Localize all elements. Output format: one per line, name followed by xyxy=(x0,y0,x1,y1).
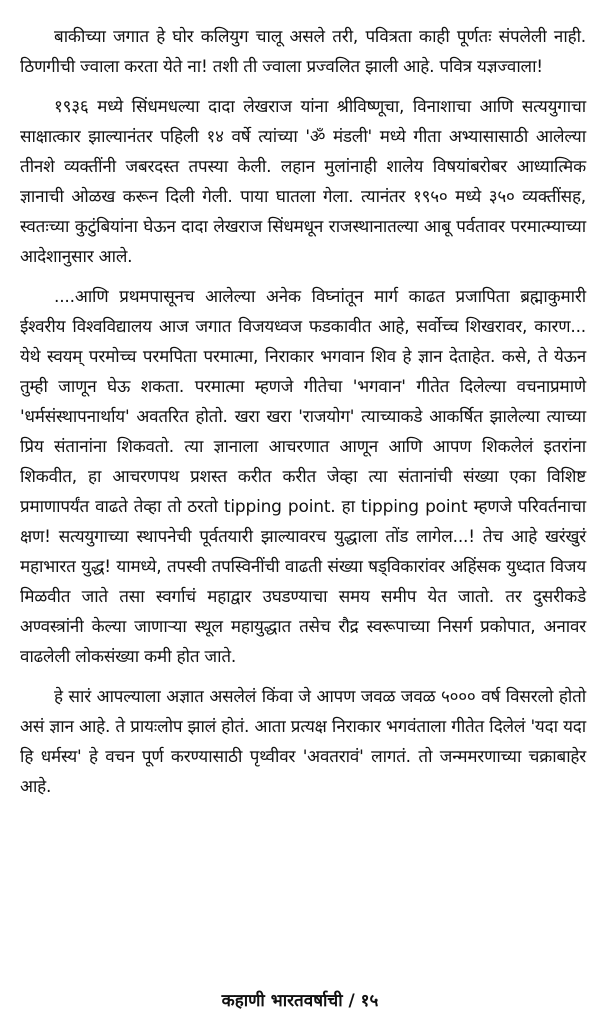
paragraph-2: १९३६ मध्ये सिंधमधल्या दादा लेखराज यांना श्रीविष्णूचा, विनाशाचा आणि सत्ययुगाचा साक्षात्कार झाल्यानंतर पहिली १४ वर्षे त्यांच्या 'ॐ मंडली' मध्ये गीता अभ्यासासाठी आलेल्या तीनशे व्यक्तींनी जबरदस्त तपस्या केली. लहान मुलांनाही शालेय विषयांबरोबर आध्यात्मिक ज्ञानाची ओळख करून दिली गेली. पाया घातला गेला. त्यानंतर १९५० मध्ये ३५० व्यक्तींसह, स्वतःच्या कुटुंबियांना घेऊन दादा लेखराज सिंधमधून राजस्थानातल्या आबू पर्वतावर परमात्म्याच्या आदेशानुसार आले. xyxy=(20,97,586,267)
paragraph-4: हे सारं आपल्याला अज्ञात असलेलं किंवा जे आपण जवळ जवळ ५००० वर्ष विसरलो होतो असं ज्ञान आहे. ते प्रायःलोप झालं होतं. आता प्रत्यक्ष निराकार भगवंताला गीतेत दिलेलं 'यदा यदा हि धर्मस्य' हे वचन पूर्ण करण्यासाठी पृथ्वीवर 'अवतरावं' लागतं. तो जन्ममरणाच्या चक्राबाहेर आहे. xyxy=(20,687,586,797)
paragraph-1: बाकीच्या जगात हे घोर कलियुग चालू असले तरी, पवित्रता काही पूर्णतः संपलेली नाही. ठिणगीची ज्वाला करता येते ना! तशी ती ज्वाला प्रज्वलित झाली आहे. पवित्र यज्ञज्वाला! xyxy=(20,27,586,77)
page-footer: कहाणी भारतवर्षाची / १५ xyxy=(221,991,379,1011)
paragraph-3: ....आणि प्रथमपासूनच आलेल्या अनेक विघ्नांतून मार्ग काढत प्रजापिता ब्रह्माकुमारी ईश्वरीय विश्वविद्यालय आज जगात विजयध्वज फडकावीत आहे, सर्वोच्च शिखरावर, कारण... येथे स्वयम् परमोच्च परमपिता परमात्मा, निराकार भगवान शिव हे ज्ञान देताहेत. कसे, ते येऊन तुम्ही जाणून घेऊ शकता. परमात्मा म्हणजे गीतेचा 'भगवान' गीतेत दिलेल्या वचनाप्रमाणे 'धर्मसंस्थापनार्थाय' अवतरित होतो. खरा खरा 'राजयोग' त्याच्याकडे आकर्षित झालेल्या त्याच्या प्रिय संतानांना शिकवतो. त्या ज्ञानाला आचरणात आणून आणि आपण शिकलेलं इतरांना शिकवीत, हा आचरणपथ प्रशस्त करीत करीत जेव्हा त्या संतानांची संख्या एका विशिष्ट प्रमाणापर्यंत वाढते तेव्हा तो ठरतो tipping point. हा tipping point म्हणजे परिवर्तनाचा क्षण! सत्ययुगाच्या स्थापनेची पूर्वतयारी झाल्यावरच युद्धाला तोंड लागेल...! तेच आहे खरंखुरं महाभारत युद्ध! यामध्ये, तपस्वी तपस्विनींची वाढती संख्या षड्विकारांवर अहिंसक युध्दात विजय मिळवीत जाते तसा स्वर्गाचं महाद्वार उघडण्याचा समय समीप येत जातो. तर दुसरीकडे अण्वस्त्रांनी केल्या जाणाऱ्या स्थूल महायुद्धात तसेच रौद्र स्वरूपाच्या निसर्ग प्रकोपात, अनावर वाढलेली लोकसंख्या कमी होत जाते. xyxy=(20,287,586,667)
